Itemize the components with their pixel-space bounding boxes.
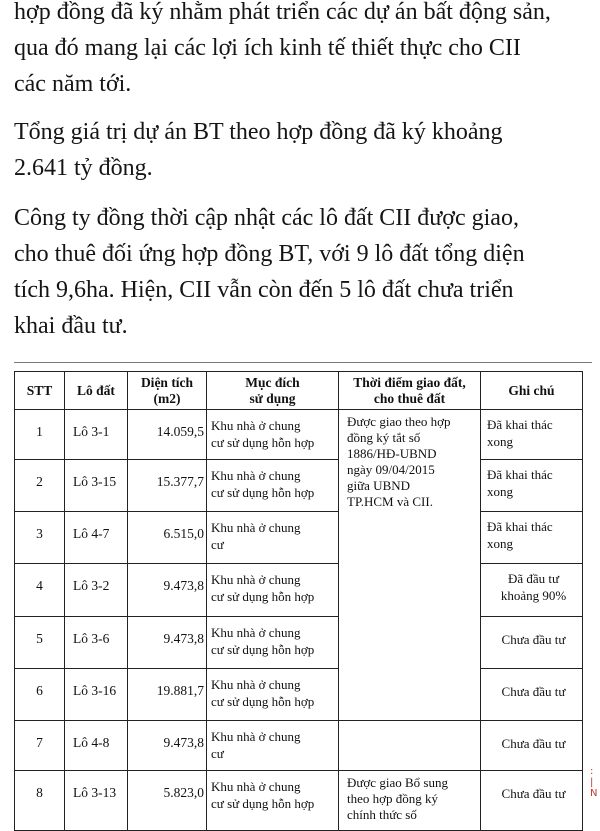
table-row [15, 721, 583, 771]
table-row [15, 410, 583, 460]
cell-note: Chưa đầu tư [481, 669, 583, 721]
paragraph-land-lots [14, 200, 586, 344]
cell-use: Khu nhà ở chung cư [207, 512, 339, 564]
header-stt: STT [15, 372, 65, 410]
cell-use: Khu nhà ở chung cư sử dụng hỗn hợp [207, 617, 339, 669]
cell-lot: Lô 3-1 [65, 410, 128, 460]
text-line: Công ty đồng thời cập nhật các lô đất CII được giao, [14, 205, 519, 231]
cell-stt: 4 [15, 564, 65, 617]
cell-lot: Lô 4-7 [65, 512, 128, 564]
cell-note: Chưa đầu tư [481, 771, 583, 831]
cell-lot: Lô 3-13 [65, 771, 128, 831]
cell-stt: 7 [15, 721, 65, 771]
paragraph-benefits [14, 0, 586, 102]
text-line: các năm tới. [14, 71, 132, 97]
cell-use: Khu nhà ở chung cư sử dụng hỗn hợp [207, 564, 339, 617]
paragraph-total-value [14, 114, 586, 186]
header-use: Mục đích sử dụng [207, 372, 339, 410]
cell-use: Khu nhà ở chung cư sử dụng hỗn hợp [207, 669, 339, 721]
cell-note: Chưa đầu tư [481, 721, 583, 771]
table-row [15, 617, 583, 669]
table-row [15, 669, 583, 721]
table-row [15, 512, 583, 564]
header-area: Diện tích (m2) [128, 372, 207, 410]
cell-stt: 8 [15, 771, 65, 831]
red-margin-mark: : | N [590, 766, 598, 799]
cell-note: Đã đầu tư khoảng 90% [481, 564, 583, 617]
cell-use: Khu nhà ở chung cư sử dụng hỗn hợp [207, 460, 339, 512]
cell-note: Đã khai thác xong [481, 460, 583, 512]
header-time: Thời điểm giao đất, cho thuê đất [339, 372, 481, 410]
text-line: hợp đồng đã ký nhằm phát triển các dự án bất động sản, [14, 0, 551, 25]
cell-stt: 6 [15, 669, 65, 721]
cell-use: Khu nhà ở chung cư [207, 721, 339, 771]
cell-area: 6.515,0 [128, 512, 207, 564]
text-line: tích 9,6ha. Hiện, CII vẫn còn đến 5 lô đất chưa triển [14, 277, 514, 303]
cell-stt: 2 [15, 460, 65, 512]
cell-allocation-time-group-2: Được giao Bổ sung theo hợp đồng ký chính thức số [339, 771, 481, 831]
table-row [15, 771, 583, 831]
cell-stt: 3 [15, 512, 65, 564]
header-note: Ghi chú [481, 372, 583, 410]
cell-note: Đã khai thác xong [481, 410, 583, 460]
cell-area: 19.881,7 [128, 669, 207, 721]
cell-area: 9.473,8 [128, 564, 207, 617]
cell-use: Khu nhà ở chung cư sử dụng hỗn hợp [207, 410, 339, 460]
land-lots-table [14, 371, 583, 831]
text-line: qua đó mang lại các lợi ích kinh tế thiết thực cho CII [14, 35, 521, 61]
cell-area: 15.377,7 [128, 460, 207, 512]
table-row [15, 564, 583, 617]
cell-lot: Lô 3-15 [65, 460, 128, 512]
cell-lot: Lô 3-16 [65, 669, 128, 721]
cell-area: 14.059,5 [128, 410, 207, 460]
cell-allocation-time-group-1: Được giao theo hợp đồng ký tắt số 1886/HĐ-UBND ngày 09/04/2015 giữa UBND TP.HCM và CII. [339, 410, 481, 721]
table-row [15, 460, 583, 512]
cell-area: 9.473,8 [128, 617, 207, 669]
cell-lot: Lô 4-8 [65, 721, 128, 771]
header-lot: Lô đất [65, 372, 128, 410]
cell-area: 9.473,8 [128, 721, 207, 771]
cell-note: Chưa đầu tư [481, 617, 583, 669]
cell-area: 5.823,0 [128, 771, 207, 831]
cell-lot: Lô 3-6 [65, 617, 128, 669]
cell-stt: 5 [15, 617, 65, 669]
cell-allocation-time-empty [339, 721, 481, 771]
cell-note: Đã khai thác xong [481, 512, 583, 564]
divider [14, 362, 592, 363]
table-header-row [15, 372, 583, 410]
cell-stt: 1 [15, 410, 65, 460]
text-line: khai đầu tư. [14, 313, 128, 339]
text-line: Tổng giá trị dự án BT theo hợp đồng đã ký khoảng [14, 119, 503, 145]
text-line: cho thuê đối ứng hợp đồng BT, với 9 lô đất tổng diện [14, 241, 525, 267]
cell-lot: Lô 3-2 [65, 564, 128, 617]
text-line: 2.641 tỷ đồng. [14, 155, 153, 181]
cell-use: Khu nhà ở chung cư sử dụng hỗn hợp [207, 771, 339, 831]
land-lots-table-image [0, 368, 600, 822]
